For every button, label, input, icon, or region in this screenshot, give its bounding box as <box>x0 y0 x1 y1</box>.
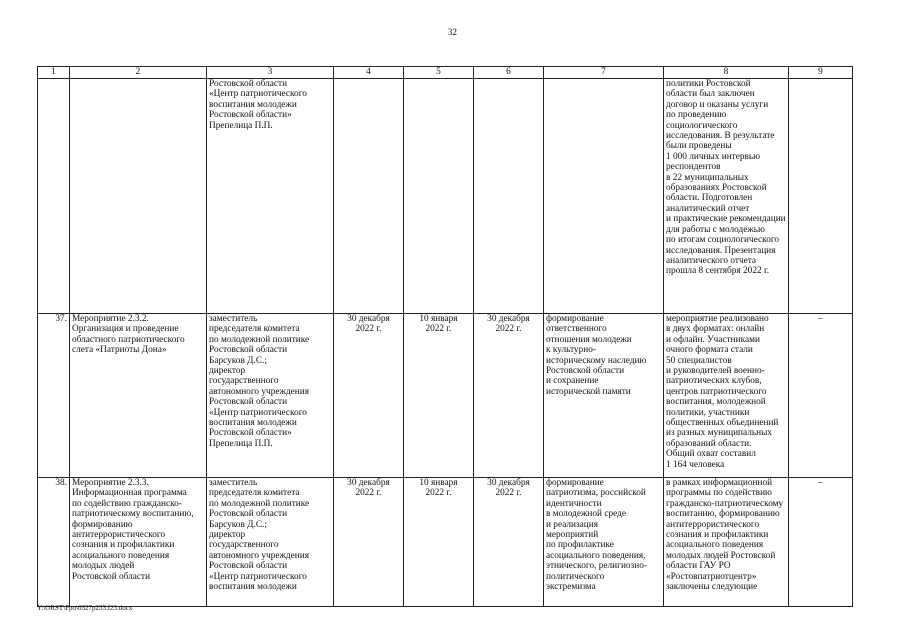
header-row <box>38 67 853 79</box>
file-path-footer: Y:\ORST\Ppo\0327p233.f23.docx <box>37 604 133 612</box>
column-header: 1 <box>38 67 70 79</box>
page-number: 32 <box>448 27 457 37</box>
expected-result-cell: формирование патриотизма, российской идентичности в молодежной среде и реализация мероприятий по профилактике асоциального поведения, этнического, религиозно- политического экстремизма <box>544 478 664 607</box>
actual-result-cell: в рамках информационной программы по содействию гражданско-патриотическому воспитанию, формированию антитеррористического сознания и профилактики асоциального поведения молодых людей Ростовской области ГАУ РО «Ростовпатриотцентр» заключены следующие <box>664 478 789 607</box>
column-header: 4 <box>334 67 404 79</box>
notes-cell <box>789 79 853 314</box>
date-cell: 30 декабря 2022 г. <box>334 478 404 607</box>
table-row <box>38 314 853 478</box>
date-cell <box>334 79 404 314</box>
responsible-cell: заместитель председателя комитета по молодежной политике Ростовской области Барсуков Д.С.; директор государственного автономного учреждения Ростовской области «Центр патриотического воспитания молодежи Ростовской области» Препелица П.П. <box>207 314 334 478</box>
row-number-cell: 38. <box>38 478 70 607</box>
column-header: 8 <box>664 67 789 79</box>
row-number-cell: 37. <box>38 314 70 478</box>
event-name-cell: Мероприятие 2.3.2. Организация и проведение областного патриотического слета «Патриоты Дона» <box>70 314 207 478</box>
column-header: 3 <box>207 67 334 79</box>
column-header: 6 <box>474 67 544 79</box>
table-row <box>38 478 853 607</box>
responsible-cell: заместитель председателя комитета по молодежной политике Ростовской области Барсуков Д.С.; директор государственного автономного учреждения Ростовской области «Центр патриотического воспитания молодежи <box>207 478 334 607</box>
date-cell <box>404 79 474 314</box>
notes-cell: – <box>789 478 853 607</box>
table-row <box>38 79 853 314</box>
date-cell <box>474 79 544 314</box>
report-table <box>37 66 853 607</box>
notes-cell: – <box>789 314 853 478</box>
column-header: 7 <box>544 67 664 79</box>
column-header: 9 <box>789 67 853 79</box>
date-cell: 10 января 2022 г. <box>404 314 474 478</box>
event-name-cell: Мероприятие 2.3.3. Информационная программа по содействию гражданско- патриотическому воспитанию, формированию антитеррористического сознания и профилактики асоциального поведения молодых людей Ростовской области <box>70 478 207 607</box>
date-cell: 30 декабря 2022 г. <box>474 314 544 478</box>
actual-result-cell: мероприятие реализовано в двух форматах: онлайн и офлайн. Участниками очного формата стали 50 специалистов и руководителей военно- патриотических клубов, центров патриотического воспитания, молодежной политики, участники общественных объединений из разных муниципальных образований области. Общий охват составил 1 164 человека <box>664 314 789 478</box>
row-number-cell <box>38 79 70 314</box>
column-header: 2 <box>70 67 207 79</box>
responsible-cell: Ростовской области «Центр патриотического воспитания молодежи Ростовской области» Препелица П.П. <box>207 79 334 314</box>
date-cell: 10 января 2022 г. <box>404 478 474 607</box>
column-header: 5 <box>404 67 474 79</box>
expected-result-cell <box>544 79 664 314</box>
date-cell: 30 декабря 2022 г. <box>334 314 404 478</box>
event-name-cell <box>70 79 207 314</box>
actual-result-cell: политики Ростовской области был заключен договор и оказаны услуги по проведению социологического исследования. В результате были проведены 1 000 личных интервью респондентов в 22 муниципальных образованиях Ростовской области. Подготовлен аналитический отчет и практические рекомендации для работы с молодежью по итогам социологического исследования. Презентация аналитического отчета прошла 8 сентября 2022 г. <box>664 79 789 314</box>
date-cell: 30 декабря 2022 г. <box>474 478 544 607</box>
expected-result-cell: формирование ответственного отношения молодежи к культурно- историческому наследию Ростовской области и сохранение исторической памяти <box>544 314 664 478</box>
